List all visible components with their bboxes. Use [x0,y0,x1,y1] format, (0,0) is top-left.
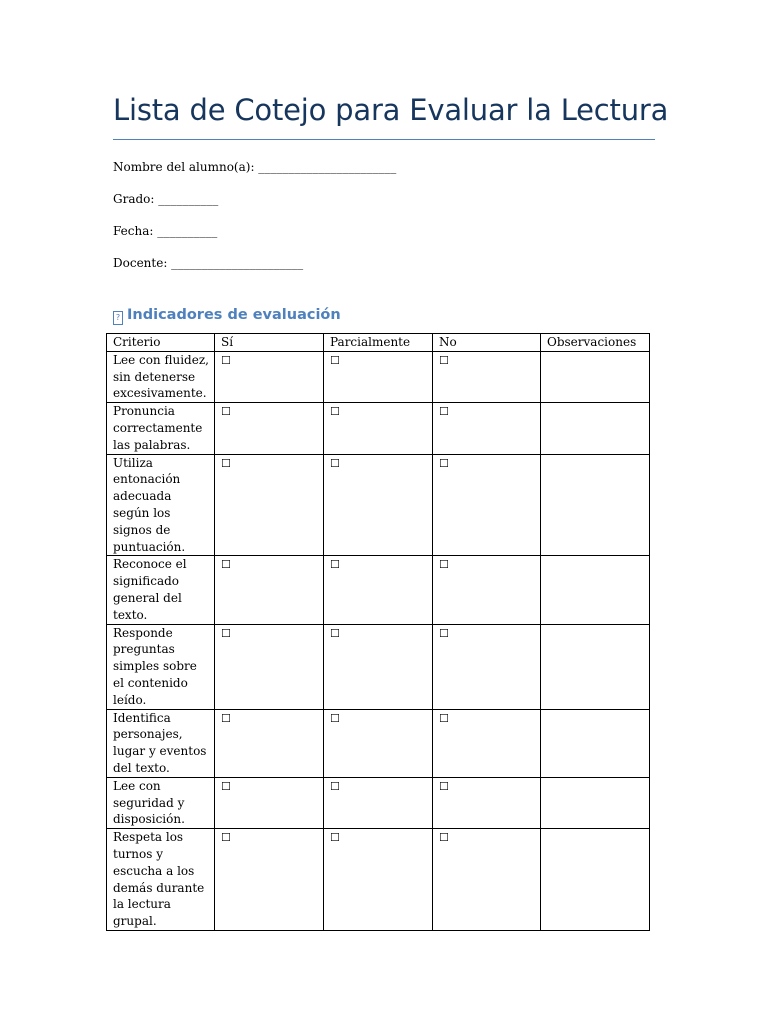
criterio-cell [107,709,215,777]
observaciones-cell[interactable] [541,709,650,777]
observaciones-cell[interactable] [541,403,650,454]
checkbox-icon[interactable]: ☐ [330,405,340,419]
checkbox-no[interactable] [433,709,541,777]
criterio-cell [107,403,215,454]
criterio-cell-text: Responde preguntas simples sobre el contenido leído. [113,625,197,707]
header-observaciones: Observaciones [541,334,650,352]
checkbox-icon[interactable]: ☐ [439,711,449,725]
checkbox-no[interactable] [433,556,541,624]
checkbox-icon[interactable]: ☐ [221,456,231,470]
checkbox-parcialmente[interactable] [324,556,433,624]
title-underline [113,139,655,140]
table-row [107,829,650,931]
criterio-cell-text: Identifica personajes, lugar y eventos del texto. [113,710,207,775]
evaluation-table [106,333,650,931]
criterio-cell-text: Reconoce el significado general del texto. [113,557,187,622]
checkbox-parcialmente[interactable] [324,454,433,556]
observaciones-cell[interactable] [541,454,650,556]
table-row [107,454,650,556]
criterio-cell [107,454,215,556]
header-si: Sí [215,334,324,352]
checkbox-icon[interactable]: ☐ [439,558,449,572]
checkbox-icon[interactable]: ☐ [439,456,449,470]
table-row [107,777,650,828]
table-row [107,709,650,777]
header-parcialmente: Parcialmente [324,334,433,352]
table-body [107,351,650,930]
checkbox-si[interactable] [215,829,324,931]
observaciones-cell[interactable] [541,351,650,402]
checkbox-parcialmente[interactable] [324,829,433,931]
missing-glyph-icon: ? [113,311,123,325]
checkbox-icon[interactable]: ☐ [221,353,231,367]
field-grado: Grado: __________ [113,192,219,206]
table-row [107,556,650,624]
header-no: No [433,334,541,352]
criterio-cell-text: Lee con fluidez, sin detenerse excesivamente. [113,352,209,401]
section-heading [113,307,341,325]
criterio-cell [107,777,215,828]
table-row [107,624,650,709]
observaciones-cell[interactable] [541,624,650,709]
checkbox-icon[interactable]: ☐ [330,831,340,845]
checkbox-icon[interactable]: ☐ [330,353,340,367]
checkbox-si[interactable] [215,556,324,624]
checkbox-parcialmente[interactable] [324,351,433,402]
criterio-cell [107,624,215,709]
criterio-cell-text: Utiliza entonación adecuada según los signos de puntuación. [113,455,186,554]
checkbox-parcialmente[interactable] [324,624,433,709]
criterio-cell-text: Lee con seguridad y disposición. [113,778,185,827]
checkbox-parcialmente[interactable] [324,709,433,777]
checkbox-icon[interactable]: ☐ [221,558,231,572]
checkbox-icon[interactable]: ☐ [439,626,449,640]
checkbox-icon[interactable]: ☐ [330,626,340,640]
checkbox-icon[interactable]: ☐ [330,558,340,572]
checkbox-si[interactable] [215,624,324,709]
criterio-cell-text: Respeta los turnos y escucha a los demás durante la lectura grupal. [113,830,205,929]
criterio-cell [107,556,215,624]
section-heading-text: Indicadores de evaluación [127,307,341,323]
criterio-cell [107,351,215,402]
checkbox-no[interactable] [433,829,541,931]
checkbox-icon[interactable]: ☐ [330,779,340,793]
checkbox-icon[interactable]: ☐ [221,626,231,640]
checkbox-parcialmente[interactable] [324,403,433,454]
header-criterio: Criterio [107,334,215,352]
checkbox-parcialmente[interactable] [324,777,433,828]
criterio-cell [107,829,215,931]
checkbox-si[interactable] [215,351,324,402]
checkbox-icon[interactable]: ☐ [439,831,449,845]
observaciones-cell[interactable] [541,829,650,931]
checkbox-no[interactable] [433,777,541,828]
checkbox-no[interactable] [433,403,541,454]
checkbox-icon[interactable]: ☐ [439,405,449,419]
criterio-cell-text: Pronuncia correctamente las palabras. [113,404,203,452]
table-header-row [107,334,650,352]
field-nombre-alumno: Nombre del alumno(a): _______________________ [113,160,397,174]
observaciones-cell[interactable] [541,556,650,624]
checkbox-icon[interactable]: ☐ [221,711,231,725]
checkbox-icon[interactable]: ☐ [221,779,231,793]
checkbox-si[interactable] [215,777,324,828]
field-fecha: Fecha: __________ [113,224,218,238]
checkbox-no[interactable] [433,624,541,709]
checkbox-si[interactable] [215,454,324,556]
checkbox-icon[interactable]: ☐ [439,779,449,793]
checkbox-icon[interactable]: ☐ [221,831,231,845]
table-row [107,351,650,402]
checkbox-icon[interactable]: ☐ [330,711,340,725]
checkbox-icon[interactable]: ☐ [221,405,231,419]
observaciones-cell[interactable] [541,777,650,828]
field-docente: Docente: ______________________ [113,256,304,270]
document-title: Lista de Cotejo para Evaluar la Lectura [113,93,669,127]
table-row [107,403,650,454]
checkbox-si[interactable] [215,403,324,454]
checkbox-si[interactable] [215,709,324,777]
checkbox-icon[interactable]: ☐ [330,456,340,470]
checkbox-no[interactable] [433,454,541,556]
checkbox-icon[interactable]: ☐ [439,353,449,367]
checkbox-no[interactable] [433,351,541,402]
